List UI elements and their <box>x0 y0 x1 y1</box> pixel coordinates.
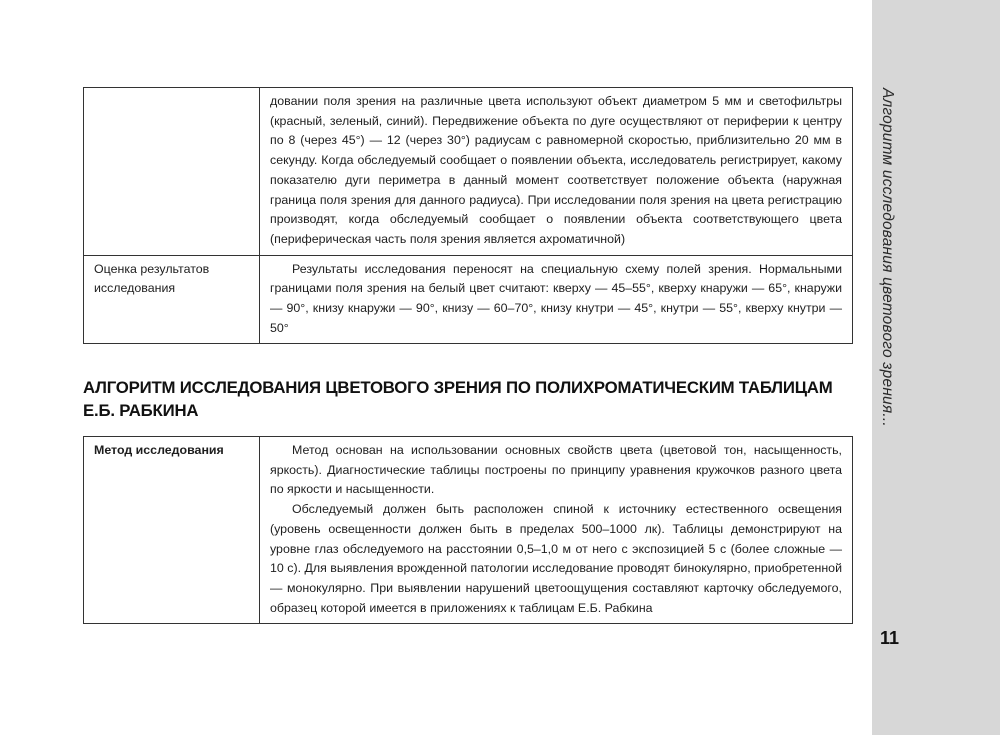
page-number: 11 <box>880 628 900 648</box>
paragraph: Обследуемый должен быть расположен спиной к источнику естественного освещения (уровень освещенности должен быть в пределах 500–1000 лк). Таблицы демонстрируют на уровне глаз обследуемого на расстоянии 0,5–1,0 м от него с экспозицией 5 с (более сложные — 10 с). Для выявления врожденной патологии исследование проводят бинокулярно, приобретенной — монокулярно. При выявлении нарушений цветоощущения составляют карточку обследуемого, образец которой имеется в приложениях к таблицам Е.Б. Рабкина <box>270 502 842 615</box>
table-row <box>84 437 853 624</box>
method-table-continued <box>83 87 853 344</box>
row-text <box>260 437 853 624</box>
row-text: Результаты исследования переносят на специальную схему полей зрения. Нормальными границами поля зрения на белый цвет считают: кверху — 45–55°, кверху кнаружи — 65°, кнаружи — 90°, книзу кнаружи — 90°, книзу — 60–70°, книзу кнутри — 45°, кнутри — 55°, кверху кнутри — 50° <box>260 255 853 344</box>
paragraph: Метод основан на использовании основных свойств цвета (цветовой тон, насыщенность, яркость). Диагностические таблицы построены по принципу уравнения кружочков разного цвета по яркости и насыщенности. <box>270 443 842 497</box>
row-label: Метод исследования <box>84 437 260 624</box>
rabkin-method-table <box>83 436 853 624</box>
table-row <box>84 88 853 256</box>
row-label <box>84 88 260 256</box>
running-head: Алгоритм исследования цветового зрения... <box>879 88 896 427</box>
row-label: Оценка результатов исследования <box>84 255 260 344</box>
section-heading: АЛГОРИТМ ИССЛЕДОВАНИЯ ЦВЕТОВОГО ЗРЕНИЯ ПО ПОЛИХРОМАТИЧЕСКИМ ТАБЛИЦАМ Е.Б. РАБКИНА <box>83 378 833 420</box>
table-row <box>84 255 853 344</box>
row-text: довании поля зрения на различные цвета используют объект диаметром 5 мм и светофильтры (красный, зеленый, синий). Передвижение объекта по дуге осуществляют от периферии к центру по 8 (через 45°) — 12 (через 30°) радиусам с равномерной скоростью, приблизительно 20 мм в секунду. Когда обследуемый сообщает о появлении объекта, исследователь регистрирует, какому показателю дуги периметра в данный момент соответствует положение объекта (наружная граница поля зрения для данного радиуса). При исследовании поля зрения на цвета регистрацию производят, когда обследуемый сообщает о появлении объекта соответствующего цвета (периферическая часть поля зрения является ахроматичной) <box>260 88 853 256</box>
